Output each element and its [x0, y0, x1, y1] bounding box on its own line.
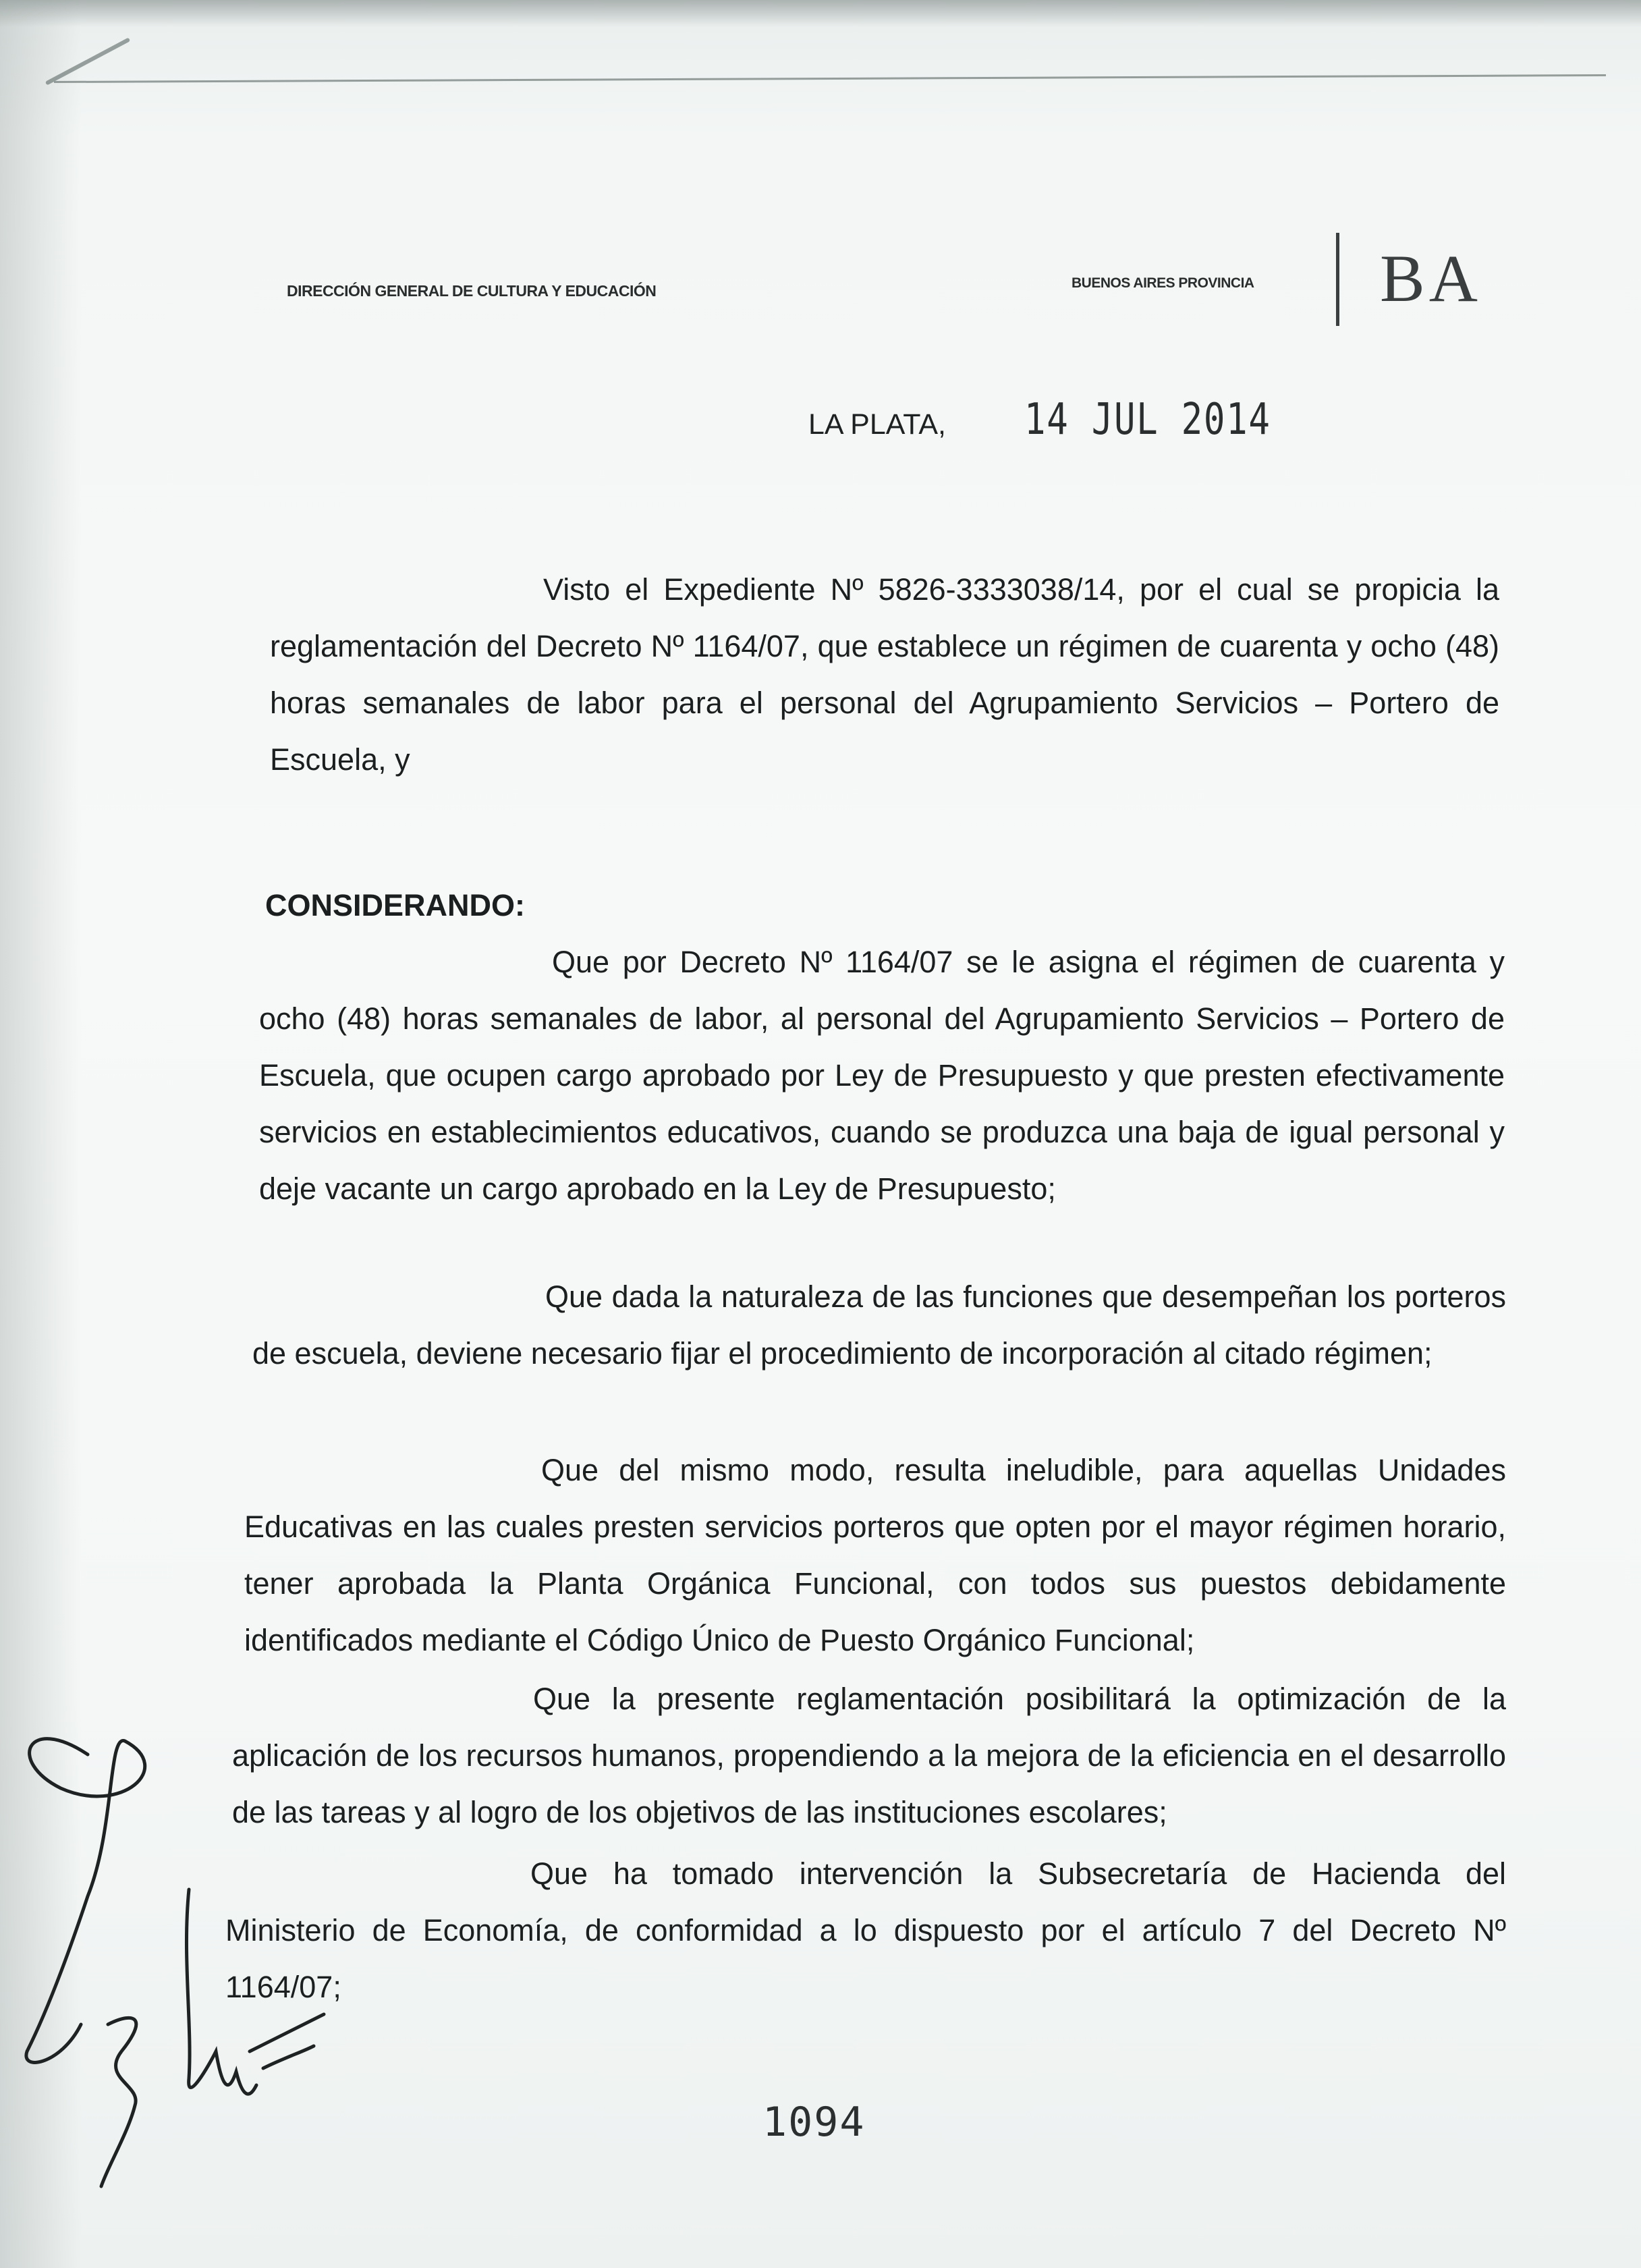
top-rule-line [54, 74, 1606, 83]
institution-name: DIRECCIÓN GENERAL DE CULTURA Y EDUCACIÓN [287, 282, 657, 300]
place-label: LA PLATA, [808, 408, 946, 441]
ba-logo: BA [1380, 241, 1482, 316]
date-stamp: 14 JUL 2014 [1024, 395, 1271, 445]
handwritten-signature [7, 1674, 331, 2213]
considerando-paragraph-4: Que la presente reglamentación posibilitará la optimización de la aplicación de los recursos humanos, propendiendo a la mejora de la eficiencia en el desarrollo de las tareas y al logro de los objetivos de las instituciones escolares; [232, 1682, 1506, 1829]
considerando-paragraph-5: Que ha tomado intervención la Subsecretaría de Hacienda del Ministerio de Economía, de conformidad a lo dispuesto por el artículo 7 del Decreto Nº 1164/07; [225, 1856, 1506, 2004]
page-number: 1094 [762, 2099, 866, 2146]
logo-divider [1336, 233, 1339, 326]
considerando-paragraph-1: Que por Decreto Nº 1164/07 se le asigna el régimen de cuarenta y ocho (48) horas semanales de labor, al personal del Agrupamiento Servicios – Portero de Escuela, que ocupen cargo aprobado por Ley de Presupuesto y que presten efectivamente servicios en establecimientos educativos, cuando se produzca una baja de igual personal y deje vacante un cargo aprobado en la Ley de Presupuesto; [259, 945, 1505, 1206]
scan-shadow-top [0, 0, 1641, 27]
considerando-paragraph-3: Que del mismo modo, resulta ineludible, para aquellas Unidades Educativas en las cuales presten servicios porteros que opten por el mayor régimen horario, tener aprobada la Planta Orgánica Funcional, con todos sus puestos debidamente identificados mediante el Código Único de Puesto Orgánico Funcional; [244, 1453, 1506, 1657]
visto-paragraph: Visto el Expediente Nº 5826-3333038/14, por el cual se propicia la reglamentación del Decreto Nº 1164/07, que establece un régimen de cuarenta y ocho (48) horas semanales de labor para el personal del Agrupamiento Servicios – Portero de Escuela, y [270, 572, 1499, 777]
considerando-paragraph-2: Que dada la naturaleza de las funciones que desempeñan los porteros de escuela, deviene necesario fijar el procedimiento de incorporación al citado régimen; [252, 1279, 1506, 1371]
considerando-heading: CONSIDERANDO: [265, 888, 526, 922]
province-name: BUENOS AIRES PROVINCIA [1072, 275, 1254, 291]
